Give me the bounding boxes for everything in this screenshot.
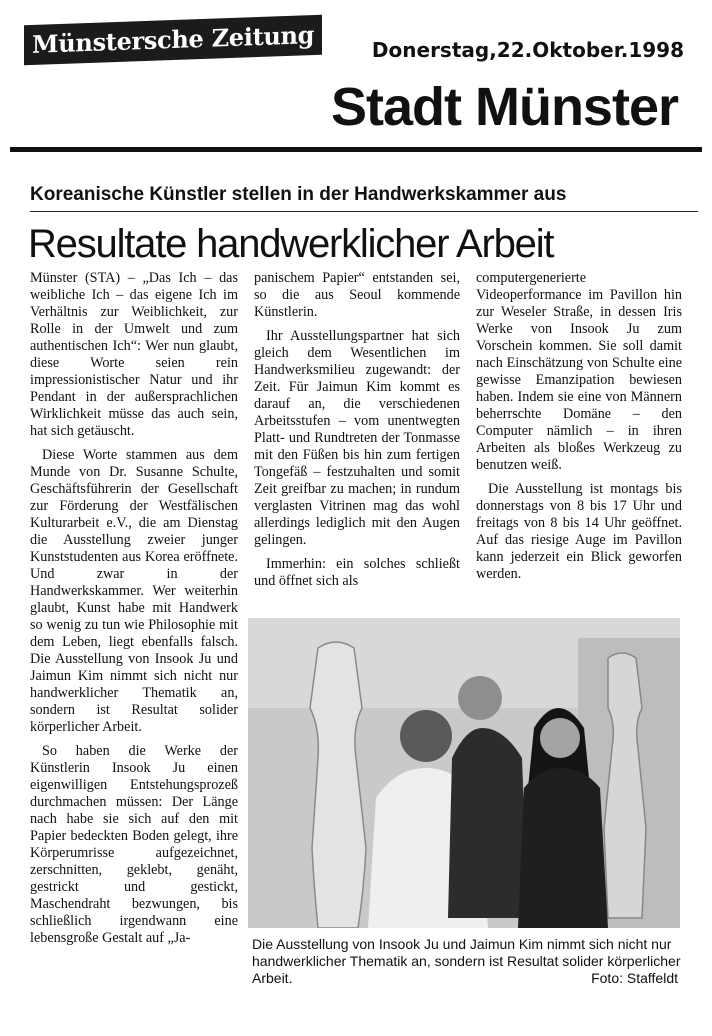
photo-caption: Die Ausstellung von Insook Ju und Jaimun Kim nimmt sich nicht nur handwerklicher Thematik an, sondern ist Resultat solider körperlicher Arbeit. <box>252 936 681 986</box>
paragraph: Die Ausstellung ist montags bis donnerstags von 8 bis 17 Uhr und freitags von 8 bis 14 Uhr geöffnet. Auf das riesige Auge im Pavillon kann jederzeit ein Blick geworfen werden. <box>476 481 682 582</box>
article-column-1 <box>30 270 238 947</box>
issue-date: Donerstag,22.Oktober.1998 <box>371 38 684 62</box>
photo-credit: Foto: Staffeldt <box>591 970 678 986</box>
paragraph: panischem Papier“ entstanden sei, so die aus Seoul kommende Künstlerin. <box>254 270 460 320</box>
section-title: Stadt Münster <box>330 77 678 137</box>
artists-photo-image <box>248 618 680 928</box>
section-divider <box>10 147 702 152</box>
paragraph: Immerhin: ein solches schließt und öffnet sich als <box>254 556 460 589</box>
paragraph: Diese Worte stammen aus dem Munde von Dr. Susanne Schulte, Geschäftsführerin der Gesellschaft zur Förderung der Westfälischen Kulturarbeit e.V., die am Dienstag die Ausstellung zweier junger Kunststudenten aus Korea eröffnete. Und zwar in der Handwerkskammer. Wer weiterhin glaubt, Kunst habe mit Handwerk so wenig zu tun wie Philosophie mit dem Leben, liegt ebenfalls falsch. Die Ausstellung von Insook Ju und Jaimun Kim nimmt sich nicht nur handwerklicher Thematik an, sondern ist Resultat solider körperlicher Arbeit. <box>30 447 238 735</box>
paragraph: Ihr Ausstellungspartner hat sich gleich dem Wesentlichen im Handwerksmilieu zugewandt: der Zeit. Für Jaimun Kim kommt es darauf an, die verschiedenen Arbeitsstufen – vom unentwegten Platt- und Rundtreten der Tonmasse mit den Füßen bis hin zum fertigen Tongefäß – festzuhalten und somit Zeit greifbar zu machen; in rundum verglasten Vitrinen mag das wohl allerdings lediglich mit den Augen gelingen. <box>254 328 460 548</box>
newspaper-masthead: Münstersche Zeitung <box>24 15 322 65</box>
article-headline: Resultate handwerklicher Arbeit <box>28 222 554 266</box>
kicker-divider <box>30 211 698 212</box>
paragraph: Münster (STA) – „Das Ich – das weibliche Ich – das eigene Ich im Verhältnis zur Weiblichkeit, zur Rolle in der Umwelt und zum authentischen Ich“: Wer nun glaubt, diese Worte seien rein impressionistischer Natur und ihr Pendant in der außersprachlichen Wirklichkeit müsse das auch sein, hat sich getäuscht. <box>30 270 238 439</box>
paragraph: So haben die Werke der Künstlerin Insook Ju einen eigenwilligen Entstehungsprozeß durchmachen müssen: Der Länge nach habe sie sich auf den mit Papier bedeckten Boden gelegt, ihre Körperumrisse aufgezeichnet, zerschnitten, geklebt, genäht, gestrickt und gestickt, Maschendraht bezwungen, bis schließlich irgendwann eine lebensgroße Gestalt auf „Ja- <box>30 743 238 946</box>
article-kicker: Koreanische Künstler stellen in der Handwerkskammer aus <box>30 184 567 205</box>
article-column-2 <box>254 270 460 590</box>
article-column-3 <box>476 270 682 583</box>
paragraph: computergenerierte Videoperformance im Pavillon hin zur Weseler Straße, in dessen Iris Werke von Insook Ju zum Vorschein kommen. Sie soll damit nach Einschätzung von Schulte eine gewisse Emanzipation bewiesen haben. Indem sie eine von Männern beherrschte Domäne – den Computer nämlich – in ihren Arbeiten als bloßes Werkzeug zu benutzen weiß. <box>476 270 682 473</box>
exhibition-photo <box>248 618 680 928</box>
